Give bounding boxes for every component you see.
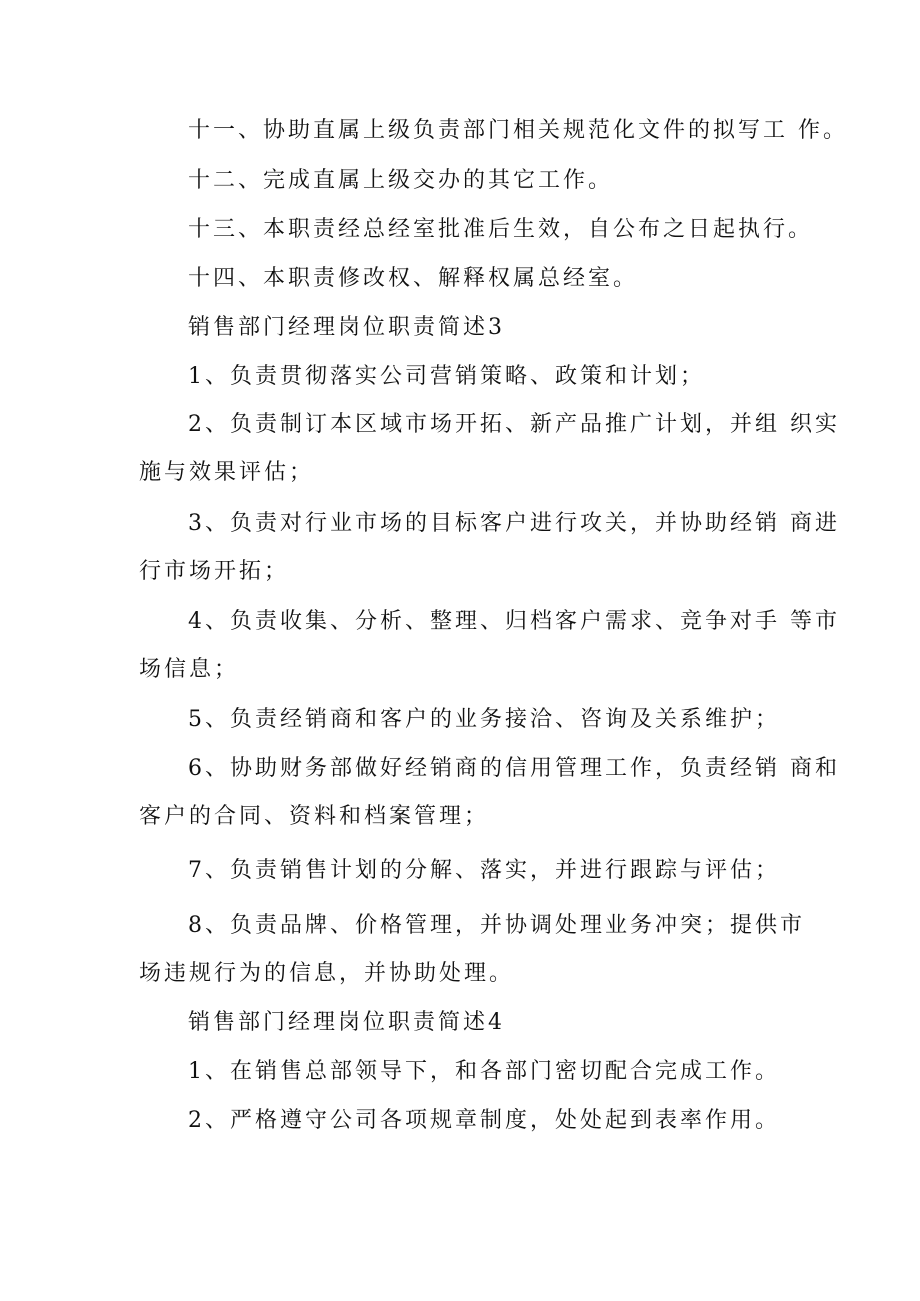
list-item-3-8-cont: 场违规行为的信息，并协助处理。 xyxy=(139,961,515,986)
list-item-3-3: 3、负责对行业市场的目标客户进行攻关，并协助经销 商进 xyxy=(188,511,840,536)
paragraph-item-14: 十四、本职责修改权、解释权属总经室。 xyxy=(188,266,639,291)
section-heading-3: 销售部门经理岗位职责简述3 xyxy=(188,315,505,340)
list-item-3-5: 5、负责经销商和客户的业务接洽、咨询及关系维护； xyxy=(188,707,780,732)
list-item-3-4-cont: 场信息； xyxy=(139,657,240,682)
section-heading-4: 销售部门经理岗位职责简述4 xyxy=(188,1010,505,1035)
list-item-3-3-cont: 行市场开拓； xyxy=(139,559,290,584)
list-item-4-1: 1、在销售总部领导下，和各部门密切配合完成工作。 xyxy=(188,1059,780,1084)
paragraph-item-12: 十二、完成直属上级交办的其它工作。 xyxy=(188,168,614,193)
list-item-3-6: 6、协助财务部做好经销商的信用管理工作，负责经销 商和 xyxy=(188,756,840,781)
list-item-3-1: 1、负责贯彻落实公司营销策略、政策和计划； xyxy=(188,364,705,389)
list-item-3-7: 7、负责销售计划的分解、落实，并进行跟踪与评估； xyxy=(188,858,780,883)
list-item-3-2: 2、负责制订本区域市场开拓、新产品推广计划，并组 织实 xyxy=(188,412,840,437)
list-item-4-2: 2、严格遵守公司各项规章制度，处处起到表率作用。 xyxy=(188,1108,780,1133)
list-item-3-6-cont: 客户的合同、资料和档案管理； xyxy=(139,804,490,829)
list-item-3-2-cont: 施与效果评估； xyxy=(139,460,315,485)
paragraph-item-11: 十一、协助直属上级负责部门相关规范化文件的拟写工 作。 xyxy=(188,118,848,143)
list-item-3-4: 4、负责收集、分析、整理、归档客户需求、竞争对手 等市 xyxy=(188,609,840,634)
list-item-3-8: 8、负责品牌、价格管理，并协调处理业务冲突；提供市 xyxy=(188,913,805,938)
paragraph-item-13: 十三、本职责经总经室批准后生效，自公布之日起执行。 xyxy=(188,217,814,242)
